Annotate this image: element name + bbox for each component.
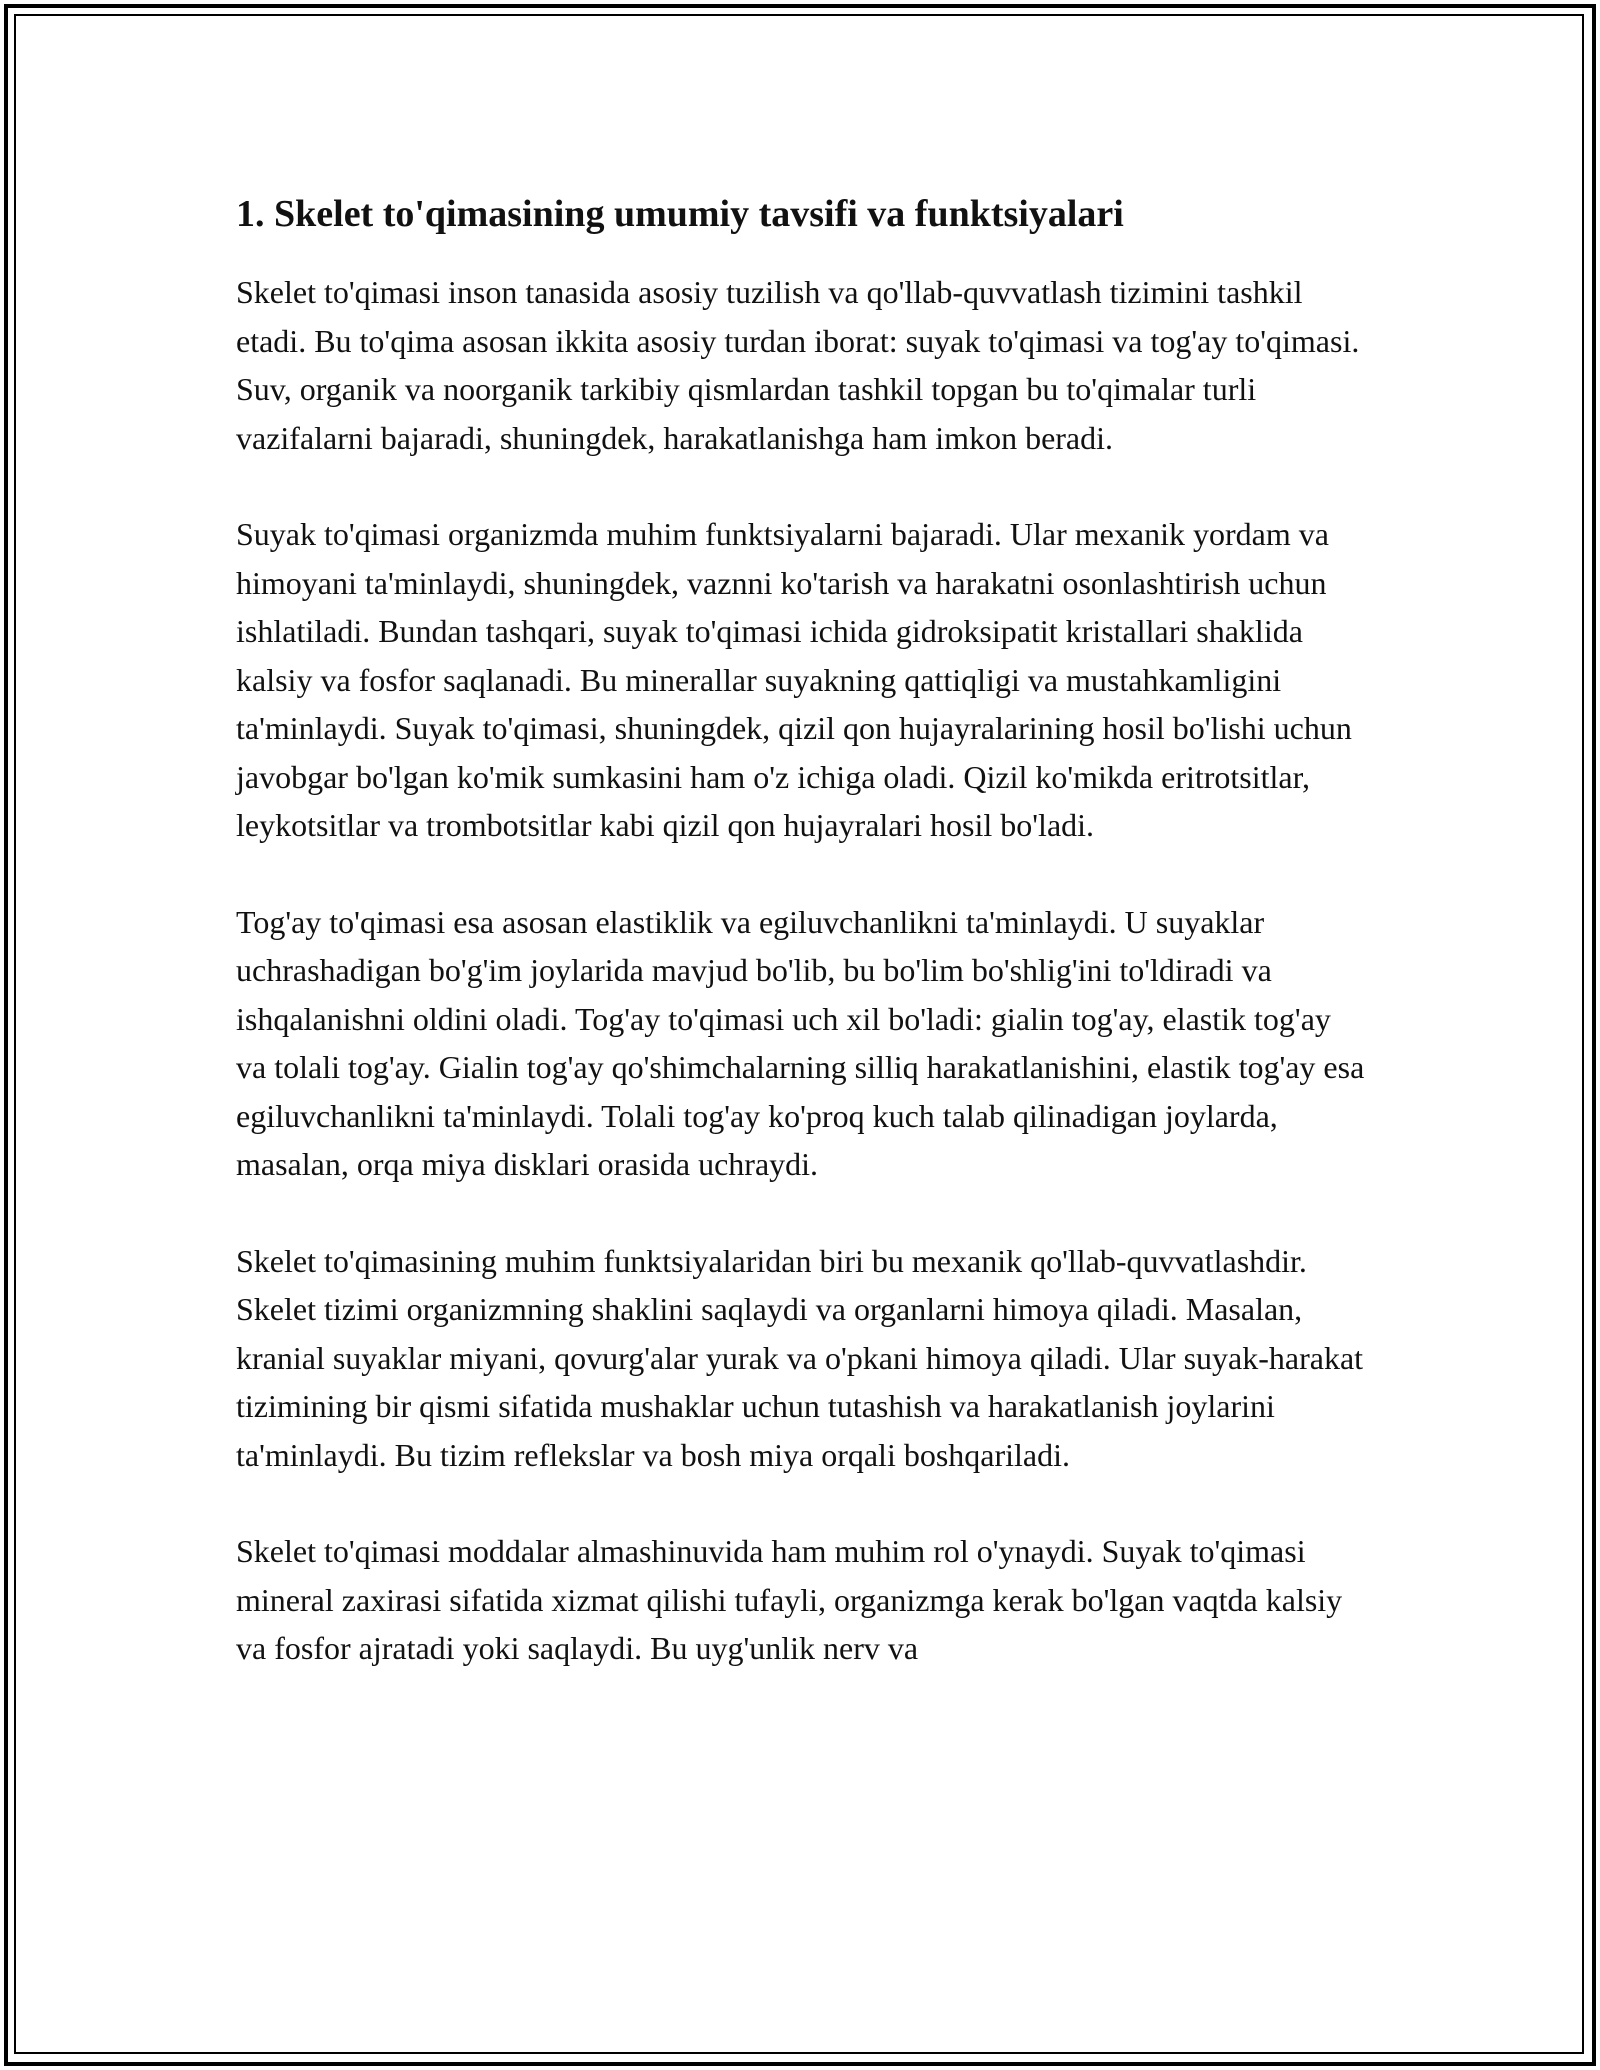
paragraph-4: Skelet to'qimasining muhim funktsiyalaridan biri bu mexanik qo'llab-quvvatlashdir. Skelet tizimi organizmning shaklini saqlaydi va organlarni himoya qiladi. Masalan, kranial suyaklar miyani, qovurg'alar yurak va o'pkani himoya qiladi. Ular suyak-harakat tizimining bir qismi sifatida mushaklar uchun tutashish va harakatlanish joylarini ta'minlaydi. Bu tizim reflekslar va bosh miya orqali boshqariladi. xyxy=(236,1242,1364,1473)
paragraph-1: Skelet to'qimasi inson tanasida asosiy tuzilish va qo'llab-quvvatlash tizimini tashkil etadi. Bu to'qima asosan ikkita asosiy turdan iborat: suyak to'qimasi va tog'ay to'qimasi. Suv, organik va noorganik tarkibiy qismlardan tashkil topgan bu to'qimalar turli vazifalarni bajaradi, shuningdek, harakatlanishga ham imkon beradi. xyxy=(236,274,1360,456)
paragraph-3: Tog'ay to'qimasi esa asosan elastiklik va egiluvchanlikni ta'minlaydi. U suyaklar uchrashadigan bo'g'im joylarida mavjud bo'lib, bu bo'lim bo'shlig'ini to'ldiradi va ishqalanishni oldini oladi. Tog'ay to'qimasi uch xil bo'ladi: gialin tog'ay, elastik tog'ay va tolali tog'ay. Gialin tog'ay qo'shimchalarning silliq harakatlanishini, elastik tog'ay esa egiluvchanlikni ta'minlaydi. Tolali tog'ay ko'proq kuch talab qilinadigan joylarda, masalan, orqa miya disklari orasida uchraydi. xyxy=(236,903,1365,1182)
document-body xyxy=(236,188,1366,1721)
section-heading: 1. Skelet to'qimasining umumiy tavsifi va funktsiyalari xyxy=(236,193,1124,235)
paragraph-5: Skelet to'qimasi moddalar almashinuvida ham muhim rol o'ynaydi. Suyak to'qimasi mineral zaxirasi sifatida xizmat qilishi tufayli, organizmga kerak bo'lgan vaqtda kalsiy va fosfor ajratadi yoki saqlaydi. Bu uyg'unlik nerv va xyxy=(236,1533,1343,1666)
paragraph-2: Suyak to'qimasi organizmda muhim funktsiyalarni bajaradi. Ular mexanik yordam va himoyani ta'minlaydi, shuningdek, vaznni ko'tarish va harakatni osonlashtirish uchun ishlatiladi. Bundan tashqari, suyak to'qimasi ichida gidroksipatit kristallari shaklida kalsiy va fosfor saqlanadi. Bu minerallar suyakning qattiqligi va mustahkamligini ta'minlaydi. Suyak to'qimasi, shuningdek, qizil qon hujayralarining hosil bo'lishi uchun javobgar bo'lgan ko'mik sumkasini ham o'z ichiga oladi. Qizil ko'mikda eritrotsitlar, leykotsitlar va trombotsitlar kabi qizil qon hujayralari hosil bo'ladi. xyxy=(236,516,1352,843)
